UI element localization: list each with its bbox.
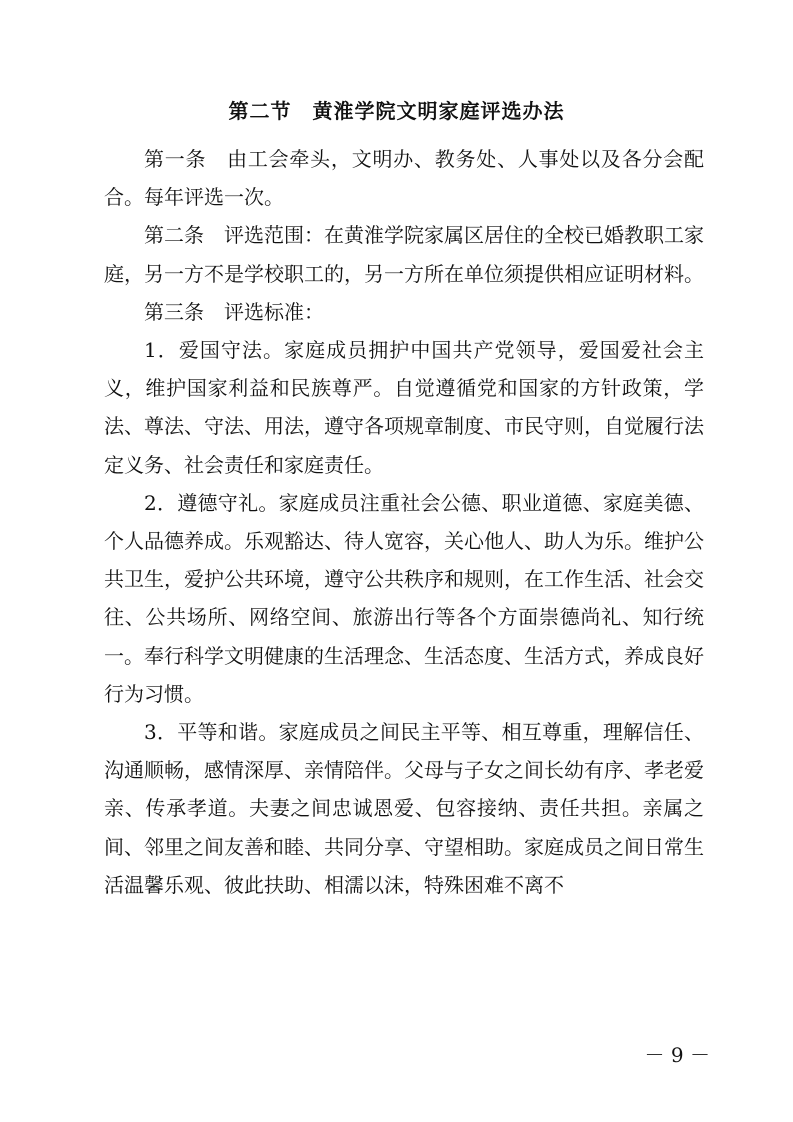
article-2-paragraph: 第二条 评选范围：在黄淮学院家属区居住的全校已婚教职工家庭，另一方不是学校职工的，另一方所在单位须提供相应证明材料。 — [104, 223, 704, 286]
page-number: － 9 － — [644, 1043, 710, 1067]
article-1-paragraph: 第一条 由工会牵头，文明办、教务处、人事处以及各分会配合。每年评选一次。 — [104, 147, 704, 210]
document-body — [104, 140, 704, 904]
article-3-paragraph: 第三条 评选标准： — [144, 299, 324, 324]
criterion-3-paragraph: 3．平等和谐。家庭成员之间民主平等、相互尊重，理解信任、沟通顺畅，感情深厚、亲情陪伴。父母与子女之间长幼有序、孝老爱亲、传承孝道。夫妻之间忠诚恩爱、包容接纳、责任共担。亲属之间、邻里之间友善和睦、共同分享、守望相助。家庭成员之间日常生活温馨乐观、彼此扶助、相濡以沫，特殊困难不离不 — [104, 720, 704, 897]
criterion-2-paragraph: 2．遵德守礼。家庭成员注重社会公德、职业道德、家庭美德、个人品德养成。乐观豁达、待人宽容，关心他人、助人为乐。维护公共卫生，爱护公共环境，遵守公共秩序和规则，在工作生活、社会交往、公共场所、网络空间、旅游出行等各个方面崇德尚礼、知行统一。奉行科学文明健康的生活理念、生活态度、生活方式，养成良好行为习惯。 — [104, 490, 704, 706]
section-title: 第二节 黄淮学院文明家庭评选办法 — [228, 99, 565, 123]
criterion-1-paragraph: 1．爱国守法。家庭成员拥护中国共产党领导，爱国爱社会主义，维护国家利益和民族尊严。自觉遵循党和国家的方针政策，学法、尊法、守法、用法，遵守各项规章制度、市民守则，自觉履行法定义务、社会责任和家庭责任。 — [104, 338, 704, 477]
